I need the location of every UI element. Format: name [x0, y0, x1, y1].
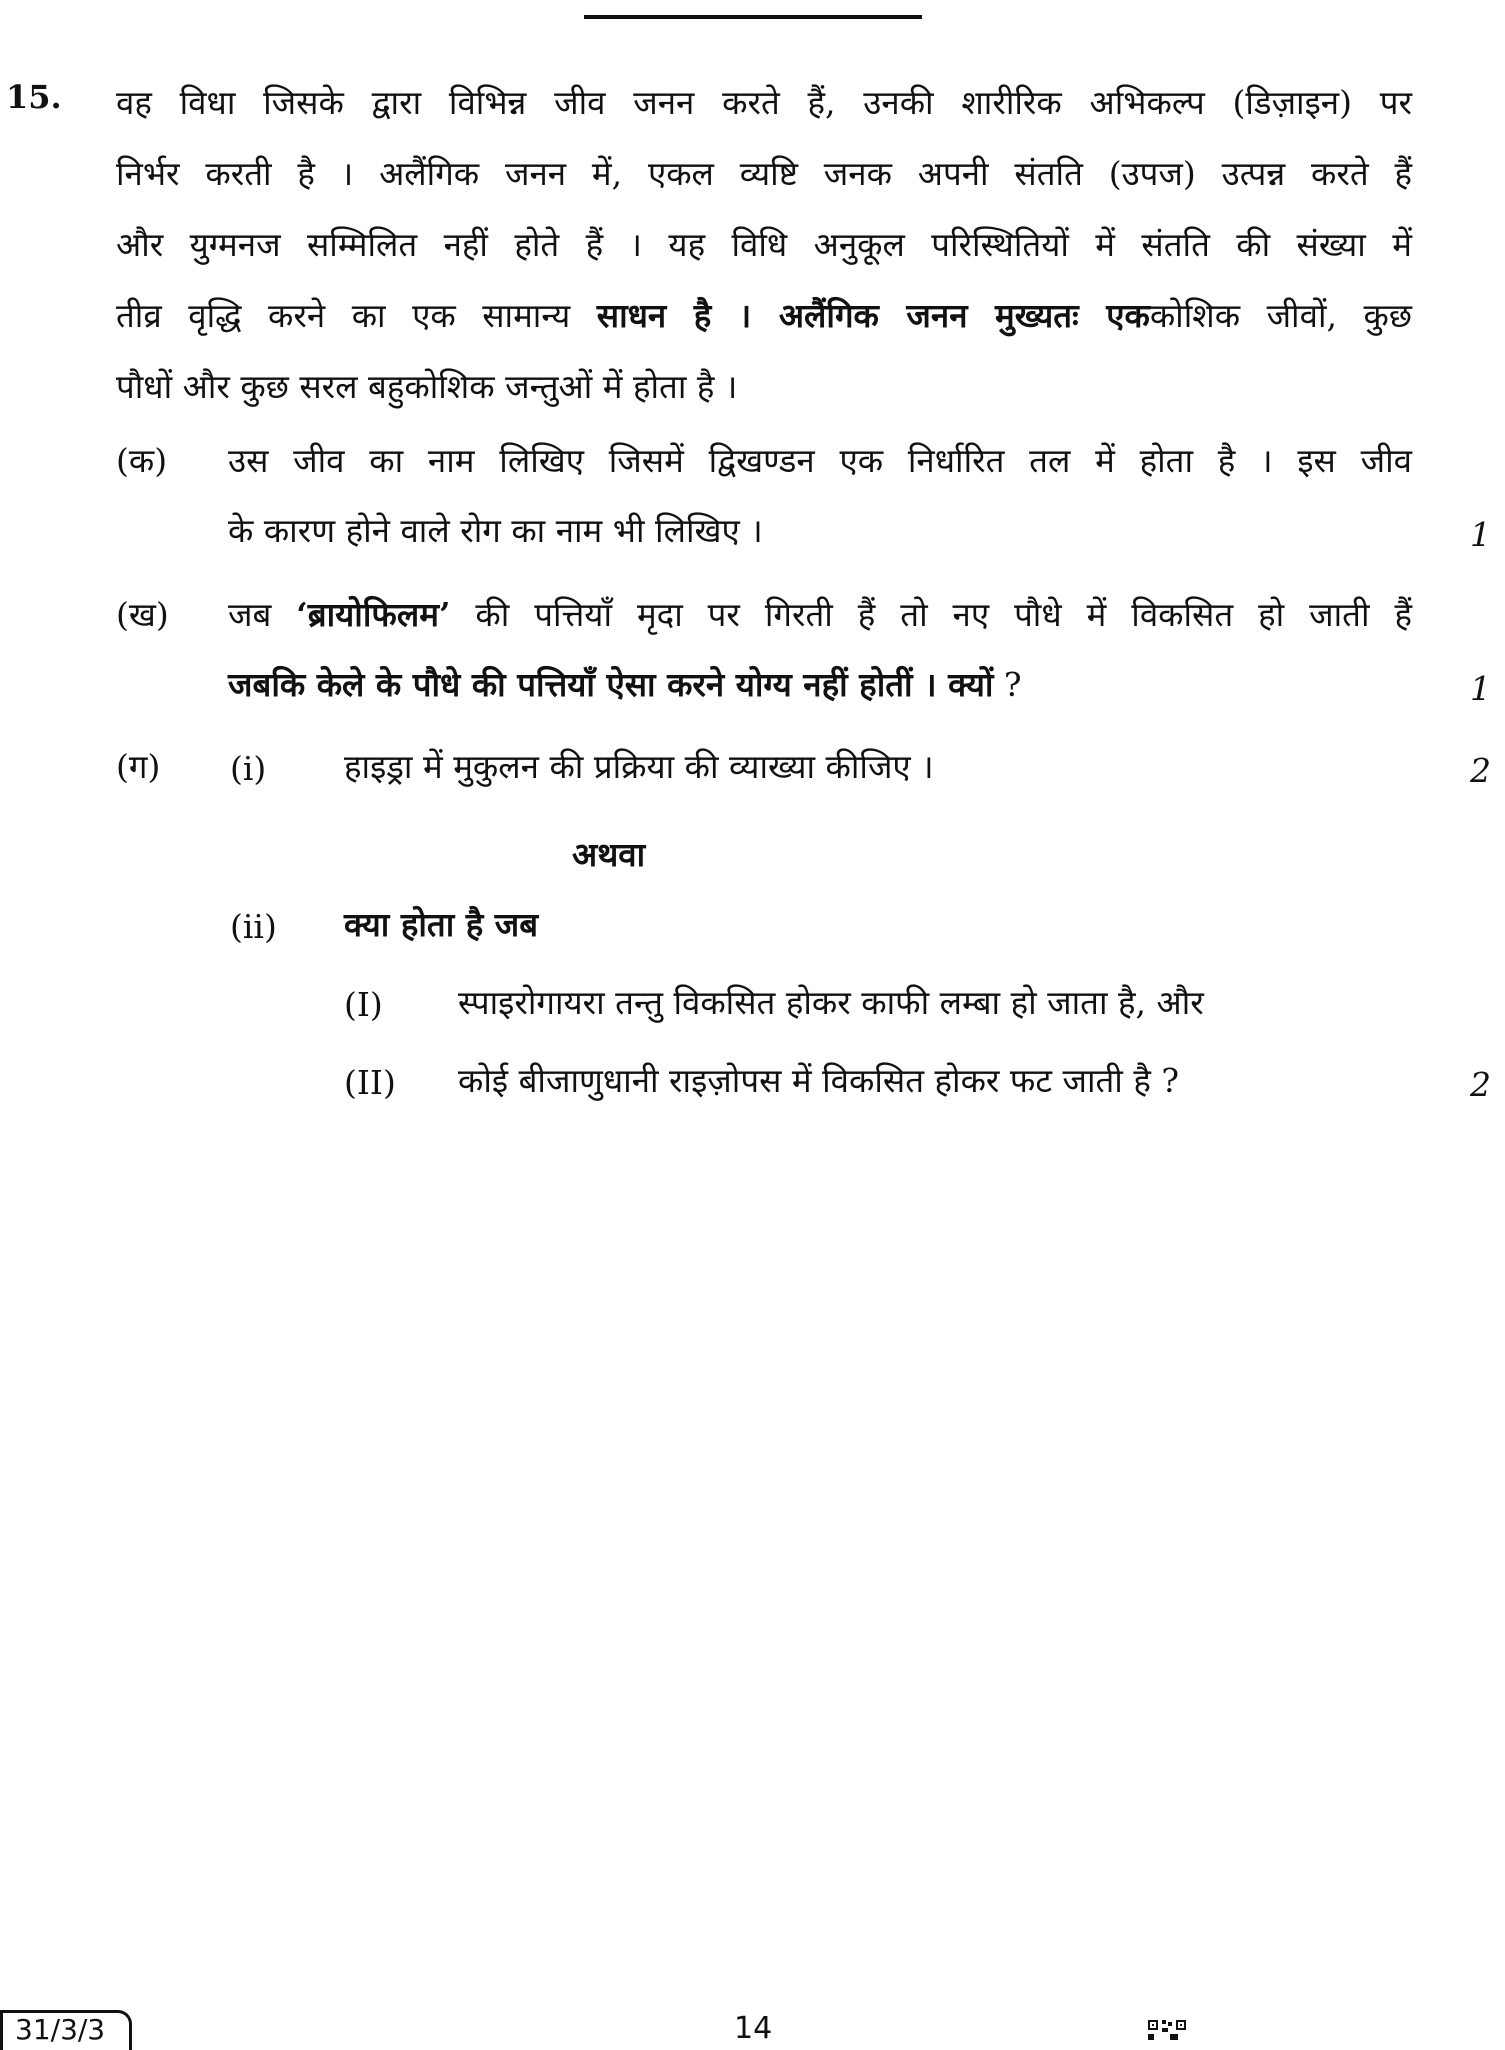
part-c-sub-i-marks: 2	[1470, 751, 1491, 790]
part-c-item-2-label: (II)	[344, 1063, 396, 1102]
part-b-line-1-bold: ‘ब्रायोफिलम’	[296, 595, 451, 634]
passage-line	[116, 149, 1412, 220]
passage-line	[116, 291, 1412, 362]
part-c-item-1-text: स्पाइरोगायरा तन्तु विकसित होकर काफी लम्बा हो जाता है, और	[458, 983, 1204, 1022]
passage-text-segment: वह विधा जिसके द्वारा विभिन्न जीव जनन करते हैं, उनकी शारीरिक अभिकल्प (डिज़ाइन) पर	[116, 83, 1412, 122]
qr-code-icon	[1148, 2020, 1188, 2040]
part-c-item-2-text: कोई बीजाणुधानी राइज़ोपस में विकसित होकर फट जाती है ?	[458, 1061, 1180, 1100]
part-b-line-2-post: ?	[993, 665, 1022, 704]
part-b-label: (ख)	[116, 595, 169, 634]
part-a-line-2: के कारण होने वाले रोग का नाम भी लिखिए ।	[228, 511, 763, 550]
passage-text-segment: साधन है । अलैंगिक जनन मुख्यतः एक	[596, 296, 1150, 335]
part-c-label: (ग)	[116, 747, 161, 786]
passage-text-segment: निर्भर करती है । अलैंगिक जनन में, एकल व्यष्टि जनक अपनी संतति (उपज) उत्पन्न करते हैं	[116, 154, 1412, 193]
or-heading: अथवा	[572, 835, 646, 874]
question-passage	[116, 78, 1412, 433]
paper-code-tab: 31/3/3	[0, 2010, 132, 2050]
part-a-line-1: उस जीव का नाम लिखिए जिसमें द्विखण्डन एक निर्धारित तल में होता है । इस जीव	[228, 441, 1412, 480]
passage-text-segment: तीव्र वृद्धि करने का एक सामान्य	[116, 296, 597, 335]
part-c-sub-ii-text: क्या होता है जब	[344, 905, 539, 944]
passage-text-segment: कोशिक जीवों, कुछ	[1149, 296, 1412, 335]
passage-text-segment: पौधों और कुछ सरल बहुकोशिक जन्तुओं में होता है ।	[116, 367, 738, 406]
passage-text-segment: और युग्मनज सम्मिलित नहीं होते हैं । यह विधि अनुकूल परिस्थितियों में संतति की संख्या में	[116, 225, 1412, 264]
passage-line	[116, 78, 1412, 149]
passage-line	[116, 220, 1412, 291]
page-number: 14	[734, 2011, 773, 2046]
part-b-line-2	[228, 660, 1022, 710]
part-c-sub-ii-label: (ii)	[230, 907, 277, 946]
part-c-sub-i-label: (i)	[230, 749, 267, 788]
part-b-line-1-post: की पत्तियाँ मृदा पर गिरती हैं तो नए पौधे में विकसित हो जाती हैं	[450, 595, 1412, 634]
part-c-sub-ii-marks: 2	[1470, 1065, 1491, 1104]
part-b-marks: 1	[1470, 669, 1491, 708]
part-c-item-1-label: (I)	[344, 985, 383, 1024]
part-a-marks: 1	[1470, 515, 1491, 554]
part-b-line-2-bold: जबकि केले के पौधे की पत्तियाँ ऐसा करने योग्य नहीं होतीं । क्यों	[228, 665, 994, 704]
top-divider	[584, 15, 922, 19]
part-b-line-1-pre: जब	[228, 595, 297, 634]
part-b-line-1	[228, 590, 1412, 640]
passage-line	[116, 362, 1412, 433]
question-number: 15.	[6, 78, 62, 116]
part-a-label: (क)	[116, 441, 168, 480]
part-c-sub-i-text: हाइड्रा में मुकुलन की प्रक्रिया की व्याख्या कीजिए ।	[344, 747, 934, 786]
